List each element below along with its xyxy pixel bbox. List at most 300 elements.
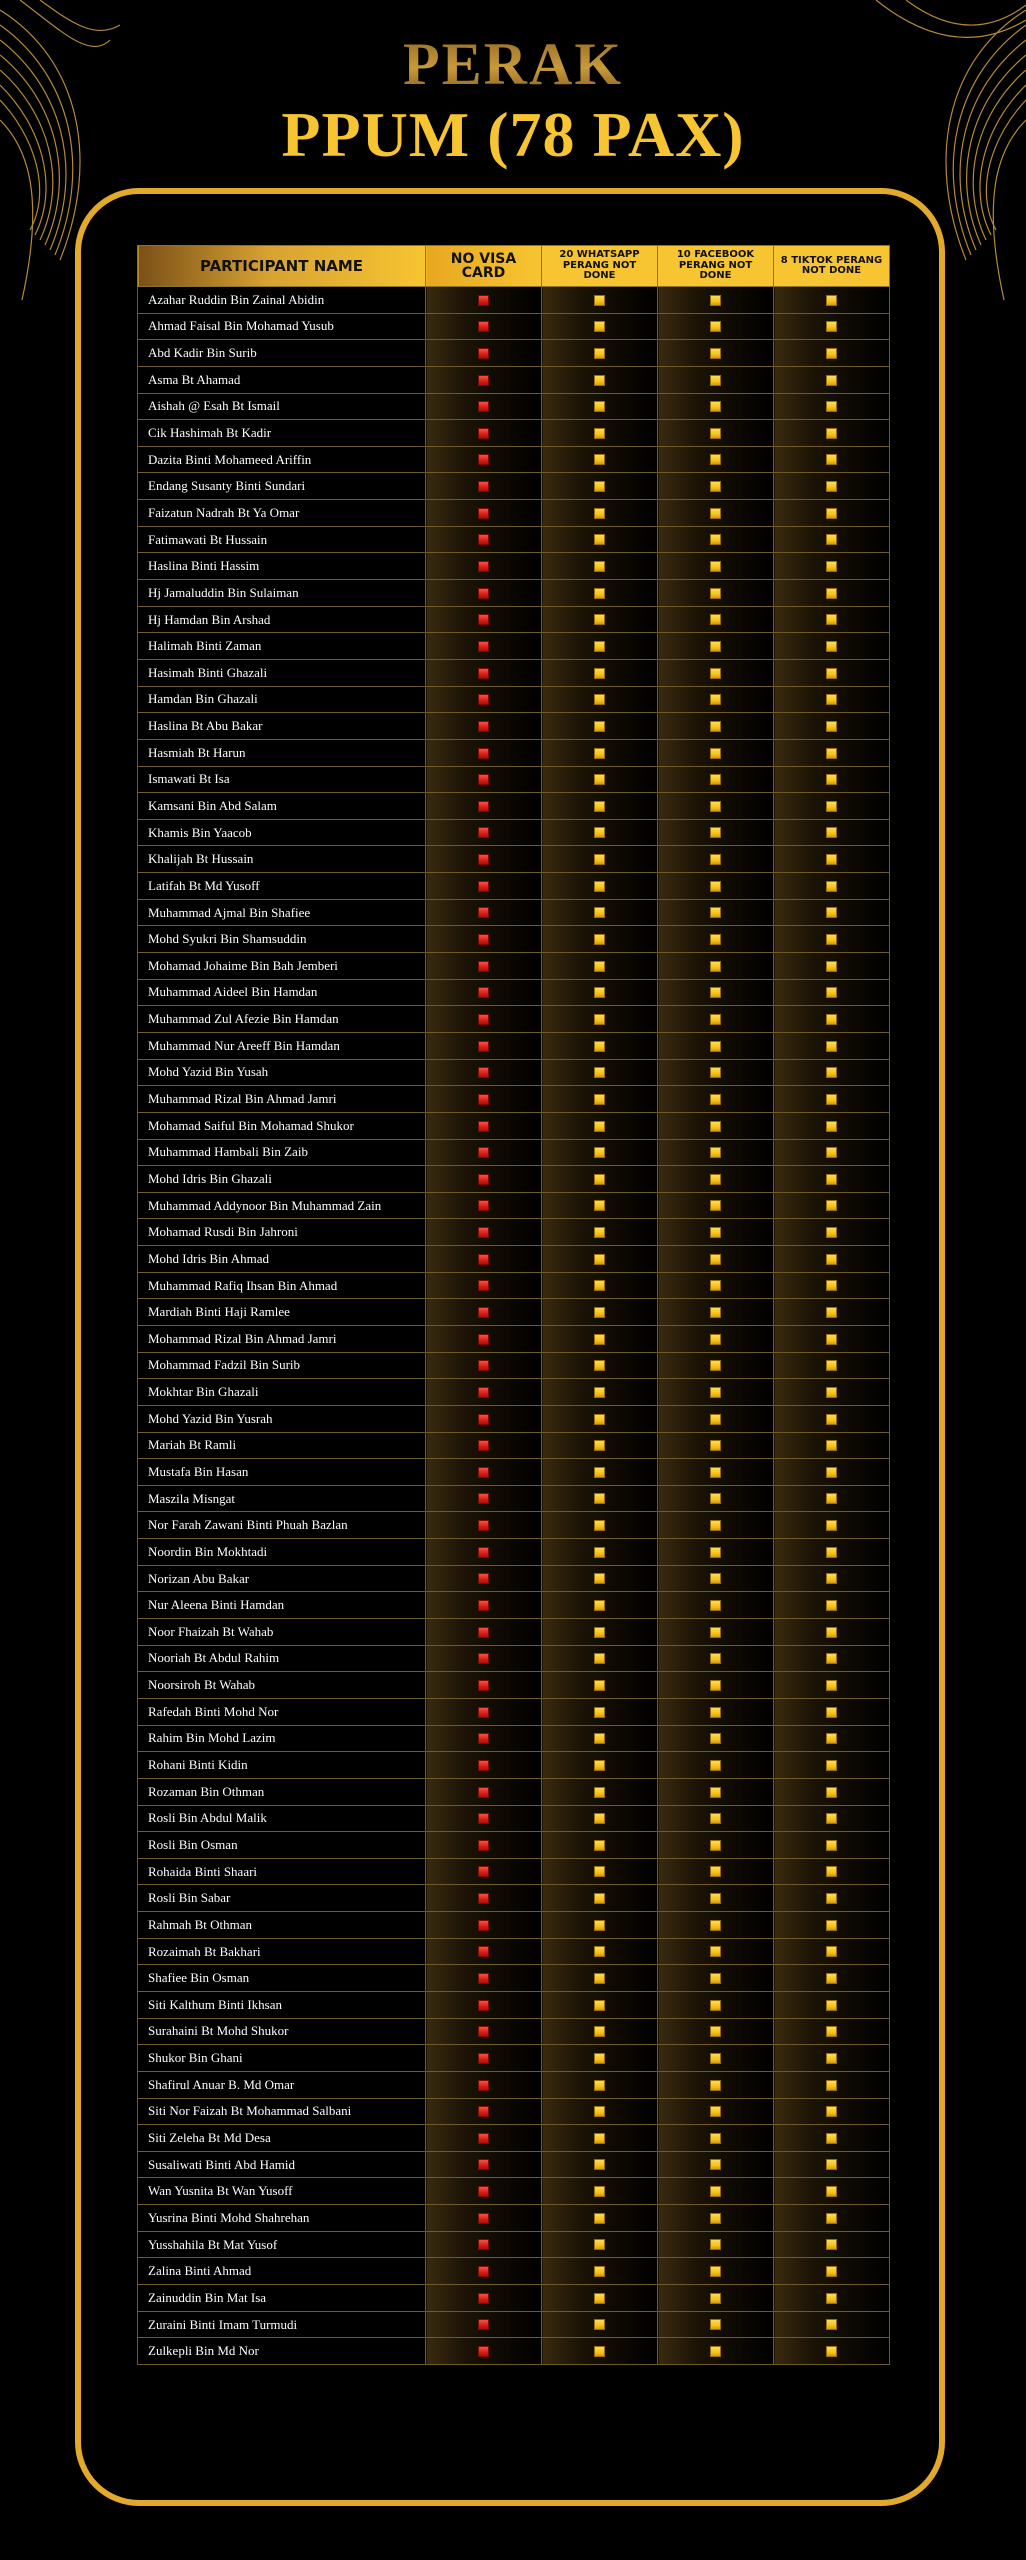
whatsapp-status-cell [542,1778,658,1805]
yellow-square-icon [710,1227,721,1238]
facebook-status-cell [658,1432,774,1459]
yellow-square-icon [710,1493,721,1504]
red-square-icon [478,1520,489,1531]
yellow-square-icon [594,2080,605,2091]
whatsapp-status-cell [542,1858,658,1885]
whatsapp-status-cell [542,1725,658,1752]
table-row [138,366,890,393]
tiktok-status-cell [774,2098,890,2125]
yellow-square-icon [826,721,837,732]
table-row [138,2205,890,2232]
yellow-square-icon [594,641,605,652]
visa-status-cell [426,553,542,580]
tiktok-status-cell [774,2231,890,2258]
visa-status-cell [426,1112,542,1139]
tiktok-status-cell [774,1725,890,1752]
participant-name: Hj Jamaluddin Bin Sulaiman [138,580,426,607]
tiktok-status-cell [774,1032,890,1059]
participant-name: Norizan Abu Bakar [138,1565,426,1592]
yellow-square-icon [826,1973,837,1984]
table-row [138,1592,890,1619]
red-square-icon [478,1600,489,1611]
yellow-square-icon [826,1760,837,1771]
yellow-square-icon [710,508,721,519]
table-row [138,1752,890,1779]
yellow-square-icon [594,1787,605,1798]
table-row [138,1059,890,1086]
table-row [138,313,890,340]
yellow-square-icon [594,2053,605,2064]
yellow-square-icon [826,1334,837,1345]
tiktok-status-cell [774,1325,890,1352]
participant-name: Mustafa Bin Hasan [138,1459,426,1486]
tiktok-status-cell [774,793,890,820]
tiktok-status-cell [774,2205,890,2232]
facebook-status-cell [658,1166,774,1193]
visa-status-cell [426,2231,542,2258]
table-row [138,873,890,900]
red-square-icon [478,588,489,599]
yellow-square-icon [594,721,605,732]
yellow-square-icon [826,1200,837,1211]
table-row [138,953,890,980]
visa-status-cell [426,873,542,900]
visa-status-cell [426,366,542,393]
table-row [138,1778,890,1805]
visa-status-cell [426,766,542,793]
tiktok-status-cell [774,1752,890,1779]
facebook-status-cell [658,1459,774,1486]
yellow-square-icon [710,1813,721,1824]
visa-status-cell [426,1139,542,1166]
tiktok-status-cell [774,2018,890,2045]
yellow-square-icon [594,2133,605,2144]
visa-status-cell [426,446,542,473]
yellow-square-icon [710,1573,721,1584]
participant-name: Halimah Binti Zaman [138,633,426,660]
yellow-square-icon [826,1014,837,1025]
red-square-icon [478,2346,489,2357]
yellow-square-icon [710,1600,721,1611]
yellow-square-icon [594,1307,605,1318]
yellow-square-icon [594,694,605,705]
whatsapp-status-cell [542,1512,658,1539]
yellow-square-icon [826,1733,837,1744]
facebook-status-cell [658,846,774,873]
yellow-square-icon [826,1680,837,1691]
yellow-square-icon [826,2159,837,2170]
yellow-square-icon [594,588,605,599]
whatsapp-status-cell [542,2125,658,2152]
yellow-square-icon [826,1707,837,1718]
participant-name: Muhammad Ajmal Bin Shafiee [138,899,426,926]
participant-name: Rosli Bin Sabar [138,1885,426,1912]
yellow-square-icon [826,295,837,306]
red-square-icon [478,2159,489,2170]
yellow-square-icon [710,2159,721,2170]
yellow-square-icon [710,2346,721,2357]
whatsapp-status-cell [542,953,658,980]
yellow-square-icon [594,1653,605,1664]
table-row [138,606,890,633]
yellow-square-icon [710,774,721,785]
visa-status-cell [426,739,542,766]
yellow-square-icon [594,1520,605,1531]
yellow-square-icon [826,2346,837,2357]
whatsapp-status-cell [542,473,658,500]
tiktok-status-cell [774,313,890,340]
facebook-status-cell [658,2178,774,2205]
region-title: PERAK [0,30,1026,99]
table-row [138,2045,890,2072]
yellow-square-icon [594,1547,605,1558]
yellow-square-icon [710,641,721,652]
table-row [138,1379,890,1406]
facebook-status-cell [658,2311,774,2338]
visa-status-cell [426,1698,542,1725]
tiktok-status-cell [774,766,890,793]
red-square-icon [478,668,489,679]
table-row [138,500,890,527]
yellow-square-icon [710,428,721,439]
whatsapp-status-cell [542,366,658,393]
table-row [138,1885,890,1912]
whatsapp-status-cell [542,1139,658,1166]
red-square-icon [478,827,489,838]
red-square-icon [478,534,489,545]
tiktok-status-cell [774,1619,890,1646]
red-square-icon [478,907,489,918]
yellow-square-icon [710,481,721,492]
visa-status-cell [426,713,542,740]
visa-status-cell [426,1405,542,1432]
participants-table [137,245,890,2365]
tiktok-status-cell [774,899,890,926]
table-row [138,2231,890,2258]
yellow-square-icon [594,1147,605,1158]
tiktok-status-cell [774,500,890,527]
table-row [138,1299,890,1326]
whatsapp-status-cell [542,846,658,873]
yellow-square-icon [594,348,605,359]
red-square-icon [478,721,489,732]
table-row [138,2098,890,2125]
visa-status-cell [426,1325,542,1352]
yellow-square-icon [594,1200,605,1211]
visa-status-cell [426,2258,542,2285]
facebook-status-cell [658,526,774,553]
whatsapp-status-cell [542,1112,658,1139]
table-row [138,1352,890,1379]
tiktok-status-cell [774,846,890,873]
whatsapp-status-cell [542,1246,658,1273]
participant-name: Mariah Bt Ramli [138,1432,426,1459]
table-row [138,287,890,314]
whatsapp-status-cell [542,580,658,607]
table-row [138,1698,890,1725]
tiktok-status-cell [774,1512,890,1539]
yellow-square-icon [594,1493,605,1504]
yellow-square-icon [710,1653,721,1664]
tiktok-status-cell [774,2285,890,2312]
participant-name: Yusrina Binti Mohd Shahrehan [138,2205,426,2232]
yellow-square-icon [826,1174,837,1185]
red-square-icon [478,1573,489,1584]
yellow-square-icon [826,1467,837,1478]
participant-name: Rohaida Binti Shaari [138,1858,426,1885]
red-square-icon [478,2266,489,2277]
yellow-square-icon [710,1200,721,1211]
whatsapp-status-cell [542,1006,658,1033]
visa-status-cell [426,1246,542,1273]
yellow-square-icon [710,588,721,599]
visa-status-cell [426,1938,542,1965]
red-square-icon [478,1414,489,1425]
yellow-square-icon [826,481,837,492]
yellow-square-icon [826,881,837,892]
facebook-status-cell [658,1246,774,1273]
column-header-visa: NO VISA CARD [426,246,542,287]
red-square-icon [478,1493,489,1504]
facebook-status-cell [658,1512,774,1539]
yellow-square-icon [594,1760,605,1771]
visa-status-cell [426,1299,542,1326]
tiktok-status-cell [774,1645,890,1672]
tiktok-status-cell [774,1246,890,1273]
whatsapp-status-cell [542,1752,658,1779]
red-square-icon [478,961,489,972]
tiktok-status-cell [774,979,890,1006]
yellow-square-icon [826,1387,837,1398]
participant-name: Rozaman Bin Othman [138,1778,426,1805]
facebook-status-cell [658,1006,774,1033]
tiktok-status-cell [774,1992,890,2019]
red-square-icon [478,348,489,359]
yellow-square-icon [710,1520,721,1531]
whatsapp-status-cell [542,1619,658,1646]
whatsapp-status-cell [542,446,658,473]
visa-status-cell [426,340,542,367]
yellow-square-icon [710,1760,721,1771]
table-row [138,1325,890,1352]
yellow-square-icon [710,2026,721,2037]
whatsapp-status-cell [542,633,658,660]
visa-status-cell [426,1592,542,1619]
visa-status-cell [426,500,542,527]
participant-name: Cik Hashimah Bt Kadir [138,420,426,447]
red-square-icon [478,1467,489,1478]
table-row [138,1805,890,1832]
visa-status-cell [426,2125,542,2152]
yellow-square-icon [594,1014,605,1025]
yellow-square-icon [594,1893,605,1904]
whatsapp-status-cell [542,1032,658,1059]
table-row [138,420,890,447]
whatsapp-status-cell [542,873,658,900]
participant-name: Nor Farah Zawani Binti Phuah Bazlan [138,1512,426,1539]
whatsapp-status-cell [542,1645,658,1672]
yellow-square-icon [710,2319,721,2330]
yellow-square-icon [826,348,837,359]
yellow-square-icon [826,2000,837,2011]
yellow-square-icon [826,1920,837,1931]
red-square-icon [478,1760,489,1771]
yellow-square-icon [826,1787,837,1798]
participant-name: Zalina Binti Ahmad [138,2258,426,2285]
participant-name: Rohani Binti Kidin [138,1752,426,1779]
tiktok-status-cell [774,2311,890,2338]
whatsapp-status-cell [542,340,658,367]
yellow-square-icon [826,934,837,945]
tiktok-status-cell [774,659,890,686]
tiktok-status-cell [774,739,890,766]
red-square-icon [478,854,489,865]
yellow-square-icon [710,375,721,386]
table-row [138,1619,890,1646]
whatsapp-status-cell [542,1405,658,1432]
red-square-icon [478,2319,489,2330]
participant-name: Mohd Syukri Bin Shamsuddin [138,926,426,953]
whatsapp-status-cell [542,606,658,633]
whatsapp-status-cell [542,420,658,447]
visa-status-cell [426,420,542,447]
visa-status-cell [426,580,542,607]
yellow-square-icon [826,1840,837,1851]
whatsapp-status-cell [542,2178,658,2205]
table-row [138,1192,890,1219]
red-square-icon [478,375,489,386]
red-square-icon [478,1946,489,1957]
red-square-icon [478,2293,489,2304]
visa-status-cell [426,1219,542,1246]
table-row [138,1832,890,1859]
red-square-icon [478,2133,489,2144]
red-square-icon [478,1733,489,1744]
facebook-status-cell [658,340,774,367]
yellow-square-icon [826,801,837,812]
participant-name: Rosli Bin Osman [138,1832,426,1859]
whatsapp-status-cell [542,1086,658,1113]
participant-name: Surahaini Bt Mohd Shukor [138,2018,426,2045]
whatsapp-status-cell [542,1352,658,1379]
tiktok-status-cell [774,633,890,660]
yellow-square-icon [826,2133,837,2144]
participant-name: Rahmah Bt Othman [138,1912,426,1939]
yellow-square-icon [594,1440,605,1451]
table-row [138,1272,890,1299]
whatsapp-status-cell [542,2285,658,2312]
yellow-square-icon [594,854,605,865]
facebook-status-cell [658,1592,774,1619]
yellow-square-icon [826,961,837,972]
participant-name: Mohamad Saiful Bin Mohamad Shukor [138,1112,426,1139]
participant-name: Muhammad Rizal Bin Ahmad Jamri [138,1086,426,1113]
tiktok-status-cell [774,473,890,500]
visa-status-cell [426,1672,542,1699]
tiktok-status-cell [774,1805,890,1832]
visa-status-cell [426,2285,542,2312]
table-row [138,1672,890,1699]
yellow-square-icon [594,481,605,492]
red-square-icon [478,1254,489,1265]
yellow-square-icon [594,1973,605,1984]
facebook-status-cell [658,420,774,447]
participant-name: Muhammad Hambali Bin Zaib [138,1139,426,1166]
participant-name: Hamdan Bin Ghazali [138,686,426,713]
yellow-square-icon [594,1627,605,1638]
table-row [138,1565,890,1592]
red-square-icon [478,934,489,945]
tiktok-status-cell [774,953,890,980]
yellow-square-icon [826,641,837,652]
facebook-status-cell [658,713,774,740]
yellow-square-icon [594,881,605,892]
red-square-icon [478,1147,489,1158]
participant-name: Maszila Misngat [138,1485,426,1512]
facebook-status-cell [658,2285,774,2312]
yellow-square-icon [594,1840,605,1851]
tiktok-status-cell [774,606,890,633]
tiktok-status-cell [774,287,890,314]
visa-status-cell [426,2311,542,2338]
tiktok-status-cell [774,2125,890,2152]
yellow-square-icon [826,2186,837,2197]
facebook-status-cell [658,2258,774,2285]
yellow-square-icon [710,748,721,759]
facebook-status-cell [658,1032,774,1059]
yellow-square-icon [710,454,721,465]
yellow-square-icon [826,854,837,865]
yellow-square-icon [594,668,605,679]
participant-name: Mokhtar Bin Ghazali [138,1379,426,1406]
yellow-square-icon [710,1707,721,1718]
participant-name: Noor Fhaizah Bt Wahab [138,1619,426,1646]
facebook-status-cell [658,1139,774,1166]
yellow-square-icon [826,401,837,412]
red-square-icon [478,1307,489,1318]
yellow-square-icon [710,1094,721,1105]
yellow-square-icon [710,534,721,545]
yellow-square-icon [710,1440,721,1451]
red-square-icon [478,1334,489,1345]
yellow-square-icon [826,694,837,705]
participant-name: Wan Yusnita Bt Wan Yusoff [138,2178,426,2205]
visa-status-cell [426,1432,542,1459]
participant-name: Noorsiroh Bt Wahab [138,1672,426,1699]
yellow-square-icon [710,1174,721,1185]
yellow-square-icon [826,1600,837,1611]
table-row [138,2258,890,2285]
yellow-square-icon [826,827,837,838]
red-square-icon [478,2213,489,2224]
red-square-icon [478,987,489,998]
yellow-square-icon [710,2080,721,2091]
red-square-icon [478,1840,489,1851]
tiktok-status-cell [774,1166,890,1193]
red-square-icon [478,1280,489,1291]
visa-status-cell [426,1619,542,1646]
facebook-status-cell [658,1219,774,1246]
participant-name: Shafiee Bin Osman [138,1965,426,1992]
red-square-icon [478,1094,489,1105]
whatsapp-status-cell [542,1698,658,1725]
tiktok-status-cell [774,2045,890,2072]
tiktok-status-cell [774,926,890,953]
yellow-square-icon [710,1733,721,1744]
participant-name: Muhammad Zul Afezie Bin Hamdan [138,1006,426,1033]
table-row [138,1858,890,1885]
participant-name: Zulkepli Bin Md Nor [138,2338,426,2365]
